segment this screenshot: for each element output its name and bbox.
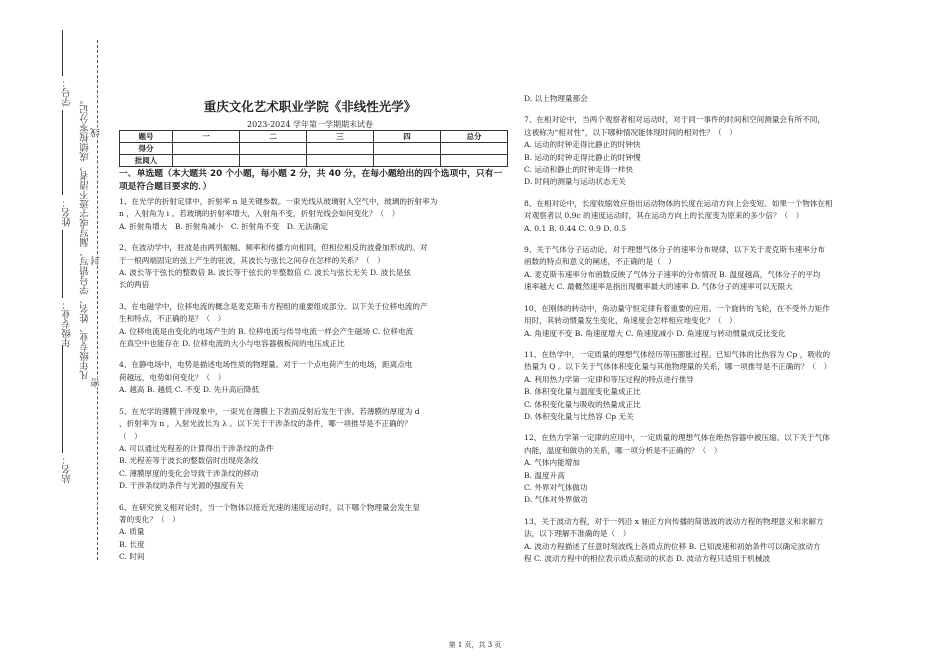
score-cell[interactable] bbox=[307, 143, 374, 155]
score-cell[interactable] bbox=[441, 155, 508, 167]
seal-char: 线 bbox=[91, 128, 102, 138]
question-line: 1、在光学的折射定律中，折射率 n 是关键参数。一束光线从玻璃射入空气中，玻璃的折射率为 bbox=[119, 197, 438, 206]
student-id-underline bbox=[62, 30, 63, 76]
question-line: D. 以上物理量都会 bbox=[524, 94, 588, 103]
question-line: 用时，其转动惯量发生变化，角速度会怎样相应地变化？（ ） bbox=[524, 316, 737, 326]
question-line: A. 波长等于弦长的整数倍 B. 波长等于弦长的半整数倍 C. 波长与弦长无关 D. 波长是弦 bbox=[119, 268, 411, 278]
score-header-cell: 一 bbox=[173, 131, 240, 143]
question-line: 11、在热学中，一定质量的理想气体经历等压膨胀过程。已知气体的比热容为 Cp ，吸收的 bbox=[524, 349, 831, 359]
question-gap bbox=[524, 235, 924, 244]
question-line: （ ） bbox=[119, 431, 142, 441]
question-line: C. 薄膜厚度的变化会导致干涉条纹的移动 bbox=[119, 468, 259, 478]
question-line: A. 0.1 B. 0.44 C. 0.9 D. 0.5 bbox=[524, 223, 627, 233]
question-line: B. 光程差等于波长的整数倍时出现亮条纹 bbox=[119, 456, 259, 466]
question-gap bbox=[119, 397, 504, 406]
score-cell[interactable] bbox=[173, 143, 240, 155]
left-column bbox=[119, 168, 504, 564]
score-header-cell: 四 bbox=[374, 131, 441, 143]
question-gap bbox=[524, 105, 924, 114]
question-line: 生和特点，不正确的是？（ ） bbox=[119, 314, 226, 324]
student-id-label: 学号： bbox=[62, 78, 73, 107]
question-line: 5、在光学的薄膜干涉现象中，一束光在薄膜上下表面反射后发生干涉。若薄膜的厚度为 d bbox=[119, 406, 420, 416]
question-line: 4、在静电场中，电势是描述电场性质的物理量。对于一个点电荷产生的电场，距离点电 bbox=[119, 360, 413, 370]
school-label: 站名： bbox=[62, 455, 73, 484]
question-line: B. 运动的时钟走得比静止的时钟慢 bbox=[524, 152, 641, 162]
binding-warning: 凡年级专业、姓名、学号错写、漏写或字迹不清者，成绩按零分记。 bbox=[80, 95, 91, 380]
section-heading: 一、单选题（本大题共 20 个小题，每小题 2 分，共 40 分，在每小题给出的四个选项中，只有一项是符合题目要求的．） bbox=[119, 169, 503, 192]
question-line: 内能，温度和做功的关系，哪一项分析是不正确的？（ ） bbox=[524, 445, 722, 455]
seal-line bbox=[97, 40, 98, 560]
question-line: A. 气体内能增加 bbox=[524, 458, 580, 468]
question-line: 13、关于波动方程，对于一列沿 x 轴正方向传播的简谐波的波动方程的物理意义和求解方 bbox=[524, 516, 824, 526]
question-line: 7、在相对论中，当两个观察者相对运动时，对于同一事件的时间和空间测量会有所不同， bbox=[524, 115, 825, 125]
question-line: 3、在电磁学中，位移电流的概念是麦克斯韦方程组的重要组成部分。以下关于位移电流的产 bbox=[119, 301, 428, 311]
question-line: C. 运动和静止的时钟走得一样快 bbox=[524, 165, 634, 175]
question-gap bbox=[524, 507, 924, 516]
question-line: D. 气体对外界做功 bbox=[524, 495, 588, 505]
question-line: 速率越大 C. 最概然速率是指出现概率最大的速率 D. 气体分子的速率可以无限大 bbox=[524, 282, 793, 292]
question-line: A. 质量 bbox=[119, 527, 145, 537]
score-header-cell: 三 bbox=[307, 131, 374, 143]
question-gap bbox=[524, 189, 924, 198]
seal-char: 封 bbox=[91, 256, 102, 266]
question-line: ，折射率为 n ，入射光波长为 λ 。以下关于干涉条纹的条件，哪一项推导是不正确的？ bbox=[119, 419, 412, 429]
score-cell[interactable] bbox=[374, 143, 441, 155]
score-row-label: 批阅人 bbox=[120, 155, 173, 167]
question-line: A. 波动方程描述了任意时刻波线上各质点的位移 B. 已知波速和初始条件可以确定波动方 bbox=[524, 541, 821, 551]
question-line: A. 利用热力学第一定律和等压过程的特点进行推导 bbox=[524, 374, 694, 384]
question-gap bbox=[119, 233, 504, 242]
question-line: B. 体积变化量与温度变化量成正比 bbox=[524, 387, 641, 397]
school-underline bbox=[62, 345, 63, 453]
question-line: D. 时间的测量与运动状态无关 bbox=[524, 177, 626, 187]
question-line: 对观察者以 0.9c 的速度运动时，其在运动方向上的长度变为原来的多少倍？（ ） bbox=[524, 211, 804, 221]
score-row-label: 得分 bbox=[120, 143, 173, 155]
question-line: A. 折射角增大 B. 折射角减小 C. 折射角不变 D. 无法确定 bbox=[119, 221, 328, 231]
question-line: 6、在研究狭义相对论时，当一个物体以接近光速的速度运动时，以下哪个物理量会发生显 bbox=[119, 502, 420, 512]
question-line: 程 C. 波动方程中的相位表示质点振动的状态 D. 波动方程只适用于机械波 bbox=[524, 554, 771, 563]
left-question-list bbox=[119, 196, 504, 564]
question-line: n ，入射角为 i 。若玻璃的折射率增大，入射角不变，折射光线会如何变化？（ ） bbox=[119, 209, 400, 219]
question-line: 10、在刚体的转动中，角动量守恒定律有着重要的应用。一个旋转的飞轮，在不受外力矩作 bbox=[524, 303, 830, 313]
question-line: B. 温度升高 bbox=[524, 470, 565, 480]
question-line: C. 时间 bbox=[119, 552, 145, 562]
score-cell[interactable] bbox=[240, 143, 307, 155]
question-line: A. 位移电流是由变化的电场产生的 B. 位移电流与传导电流一样会产生磁场 C. 位移电流 bbox=[119, 326, 414, 336]
score-header-row bbox=[120, 131, 508, 143]
question-gap bbox=[524, 294, 924, 303]
score-header-cell: 二 bbox=[240, 131, 307, 143]
question-line: D. 体积变化量与比热容 Cp 无关 bbox=[524, 411, 634, 421]
class-underline bbox=[62, 230, 63, 298]
name-underline bbox=[62, 110, 63, 195]
question-line: A. 运动的时钟走得比静止的时钟快 bbox=[524, 140, 641, 150]
seal-char: 密 bbox=[91, 378, 102, 388]
question-line: A. 角速度不变 B. 角速度增大 C. 角速度减小 D. 角速度与转动惯量成反比变化 bbox=[524, 328, 786, 338]
question-line: 函数的特点和意义的阐述，不正确的是（ ） bbox=[524, 257, 676, 267]
score-cell[interactable] bbox=[374, 155, 441, 167]
score-cell[interactable] bbox=[441, 143, 508, 155]
question-line: 著的变化？（ ） bbox=[119, 514, 180, 524]
right-question-list bbox=[524, 93, 924, 565]
score-cell[interactable] bbox=[307, 155, 374, 167]
question-line: 在真空中也能存在 D. 位移电流的大小与电容器极板间的电压成正比 bbox=[119, 339, 345, 349]
score-cell[interactable] bbox=[173, 155, 240, 167]
question-gap bbox=[524, 423, 924, 432]
question-gap bbox=[524, 340, 924, 349]
score-table bbox=[119, 130, 508, 167]
question-gap bbox=[119, 292, 504, 301]
name-label: 姓名： bbox=[62, 198, 73, 227]
score-row bbox=[120, 143, 508, 155]
question-line: A. 越高 B. 越低 C. 不变 D. 先升高后降低 bbox=[119, 385, 260, 395]
question-line: 8、在相对论中，长度收缩效应指出运动物体的长度在运动方向上会变短。如果一个物体在相 bbox=[524, 198, 833, 208]
reviewer-row bbox=[120, 155, 508, 167]
question-line: 长的两倍 bbox=[119, 280, 150, 290]
question-line: A. 麦克斯韦速率分布函数反映了气体分子速率的分布情况 B. 温度越高，气体分子的平均 bbox=[524, 269, 821, 279]
question-line: A. 可以通过光程差的计算得出干涉条纹的条件 bbox=[119, 443, 274, 453]
right-column bbox=[524, 93, 924, 565]
question-line: B. 长度 bbox=[119, 539, 145, 549]
class-label: 年级专业： bbox=[62, 300, 73, 348]
question-line: 荷越远，电势如何变化？（ ） bbox=[119, 372, 226, 382]
question-line: C. 外界对气体做功 bbox=[524, 482, 588, 492]
question-line: 12、在热力学第一定律的应用中，一定质量的理想气体在绝热容器中被压缩。以下关于气体 bbox=[524, 433, 830, 443]
score-cell[interactable] bbox=[240, 155, 307, 167]
score-header-cell: 总分 bbox=[441, 131, 508, 143]
question-line: 于一根两端固定的弦上产生的驻波，其波长与弦长之间存在怎样的关系？（ ） bbox=[119, 255, 385, 265]
question-line: 9、关于气体分子运动论，对于理想气体分子的速率分布规律，以下关于麦克斯韦速率分布 bbox=[524, 245, 825, 255]
exam-title: 重庆文化艺术职业学院《非线性光学》 bbox=[203, 99, 417, 114]
exam-subtitle: 2023-2024 学年第一学期期末试卷 bbox=[247, 120, 373, 129]
question-gap bbox=[119, 493, 504, 502]
page-footer: 第 1 页，共 3 页 bbox=[448, 641, 502, 649]
question-line: 2、在波动学中，驻波是由两列振幅、频率和传播方向相同，但相位相反的波叠加形成的。对 bbox=[119, 243, 428, 253]
question-line: 法，以下理解不准确的是（ ） bbox=[524, 529, 631, 539]
binding-margin bbox=[0, 0, 110, 672]
question-line: 这被称为“相对性”，以下哪种情况能体现时间的相对性？（ ） bbox=[524, 127, 737, 137]
score-header-cell: 题号 bbox=[120, 131, 173, 143]
question-line: 热量为 Q 。以下关于气体体积变化量与其他物理量的关系，哪一项推导是不正确的？（ ） bbox=[524, 362, 832, 372]
question-line: C. 体积变化量与吸收的热量成正比 bbox=[524, 399, 641, 409]
question-gap bbox=[119, 350, 504, 359]
question-line: D. 干涉条纹的条件与光源的强度有关 bbox=[119, 481, 244, 491]
